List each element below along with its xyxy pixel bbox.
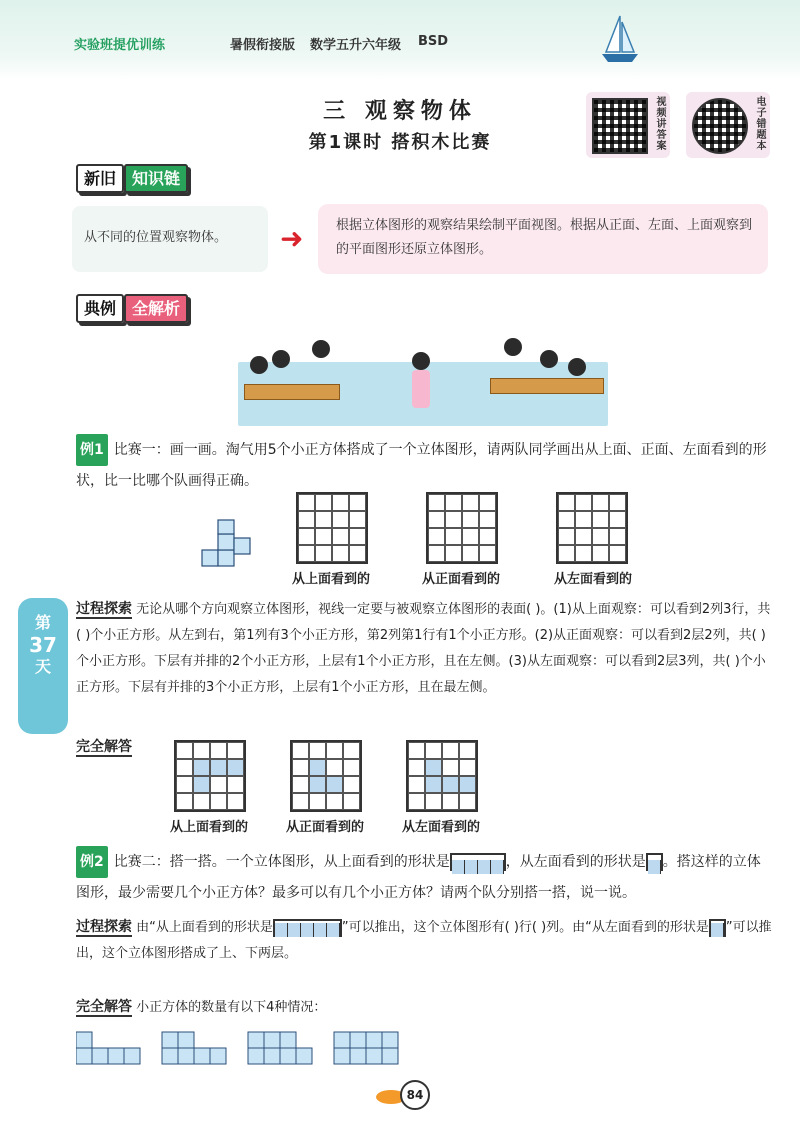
top-shape-strip: [450, 853, 506, 871]
cube-arrangements: [76, 1028, 416, 1076]
section-label-b: 知识链: [124, 164, 188, 193]
knowledge-old-text: 从不同的位置观察物体。: [84, 230, 228, 245]
example1-text: [76, 434, 772, 496]
process-label: 过程探索: [76, 601, 132, 617]
answer-label: 完全解答: [76, 999, 132, 1015]
example2-answer: [76, 994, 772, 1021]
student-figure: [568, 358, 586, 376]
sailboat-icon: [600, 14, 640, 68]
qr-label-errorbook: 电子错题本: [754, 96, 765, 151]
grid-front-view-answer: [290, 740, 362, 812]
grid-left-view-blank[interactable]: [556, 492, 628, 564]
answer-label: 完全解答: [76, 739, 132, 755]
example1-tag: 例1: [76, 434, 108, 466]
qr-code-icon[interactable]: [592, 98, 648, 154]
cube-stack-icon: [198, 516, 258, 576]
section-knowledge-link: [76, 166, 188, 189]
process-text: 无论从哪个方向观察立体图形，视线一定要与被观察立体图形的表面( )。(1)从上面观察：可以看到2列3行，共( )个小正方形。从左到右，第1列有3个小正方形，第2列第1行有1个小正方形。(2)从正面观察：可以看到2层2列，共( )个小正方形。下层有并排的2个小正方形，上层有1个小正方形，且在左侧。(3)从左面观察：可以看到2层3列，共( )个小正方形。下层有并排的3个小正方形，上层有1个小正方形，且在最左侧。: [76, 602, 771, 695]
top-shape-strip: [273, 919, 342, 937]
section-label-a: 典例: [76, 294, 124, 323]
arrow-right-icon: ➜: [280, 222, 304, 255]
process-label: 过程探索: [76, 919, 132, 935]
example2-text: 例2 比赛二：搭一搭。一个立体图形，从上面看到的形状是 ，从左面看到的形状是 。搭这样的立体图形，最少需要几个小正方体？最多可以有几个小正方体？请两个队分别搭一搭，说一说。: [76, 846, 772, 908]
section-label-a: 新旧: [76, 164, 124, 193]
table-left: [244, 384, 340, 400]
example2-tag: 例2: [76, 846, 108, 878]
grade-label: 数学五升六年级: [310, 38, 402, 53]
example1-body: 比赛一：画一画。淘气用5个小正方体搭成了一个立体图形，请两队同学画出从上面、正面、左面看到的形状，比一比哪个队画得正确。: [76, 442, 767, 489]
section-label-b: 全解析: [124, 294, 188, 323]
left-shape-strip: [646, 853, 663, 871]
student-figure: [250, 356, 268, 374]
answer-caption-top: 从上面看到的: [169, 820, 248, 835]
teacher-figure: [412, 370, 430, 408]
grid-top-view-blank[interactable]: [296, 492, 368, 564]
page-number: 84: [400, 1080, 430, 1110]
student-figure: [412, 352, 430, 370]
answer-caption-front: 从正面看到的: [285, 820, 364, 835]
student-figure: [272, 350, 290, 368]
grid-front-view-blank[interactable]: [426, 492, 498, 564]
answer-text: 小正方体的数量有以下4种情况：: [136, 1000, 327, 1015]
grid-left-view-answer: [406, 740, 478, 812]
qr-label-video: 视频讲答案: [654, 96, 665, 151]
example2-process: 过程探索 由“从上面看到的形状是 ”可以推出，这个立体图形有( )行( )列。由“从左面看到的形状是 ”可以推出，这个立体图形搭成了上、下两层。: [76, 919, 772, 961]
day-side-tab-label: 第 37 天: [29, 613, 57, 676]
table-right: [490, 378, 604, 394]
student-figure: [540, 350, 558, 368]
knowledge-new-text: 根据立体图形的观察结果绘制平面视图。根据从正面、左面、上面观察到的平面图形还原立体图形。: [336, 218, 753, 257]
lesson-title: 第1课时 搭积木比赛: [308, 132, 492, 153]
grid-top-view-answer: [174, 740, 246, 812]
caption-front-view: 从正面看到的: [421, 572, 500, 587]
qr-code-icon[interactable]: [692, 98, 748, 154]
left-shape-strip: [709, 919, 726, 937]
section-examples: [76, 296, 188, 319]
series-name: 暑假衔接版: [230, 38, 296, 53]
brand-name: 实验班提优训练: [74, 38, 166, 53]
caption-left-view: 从左面看到的: [553, 572, 632, 587]
chapter-title: 三 观察物体: [323, 99, 477, 124]
answer-caption-left: 从左面看到的: [401, 820, 480, 835]
publisher-label: BSD: [418, 34, 449, 49]
caption-top-view: 从上面看到的: [291, 572, 370, 587]
student-figure: [312, 340, 330, 358]
example1-process: [76, 596, 772, 701]
student-figure: [504, 338, 522, 356]
